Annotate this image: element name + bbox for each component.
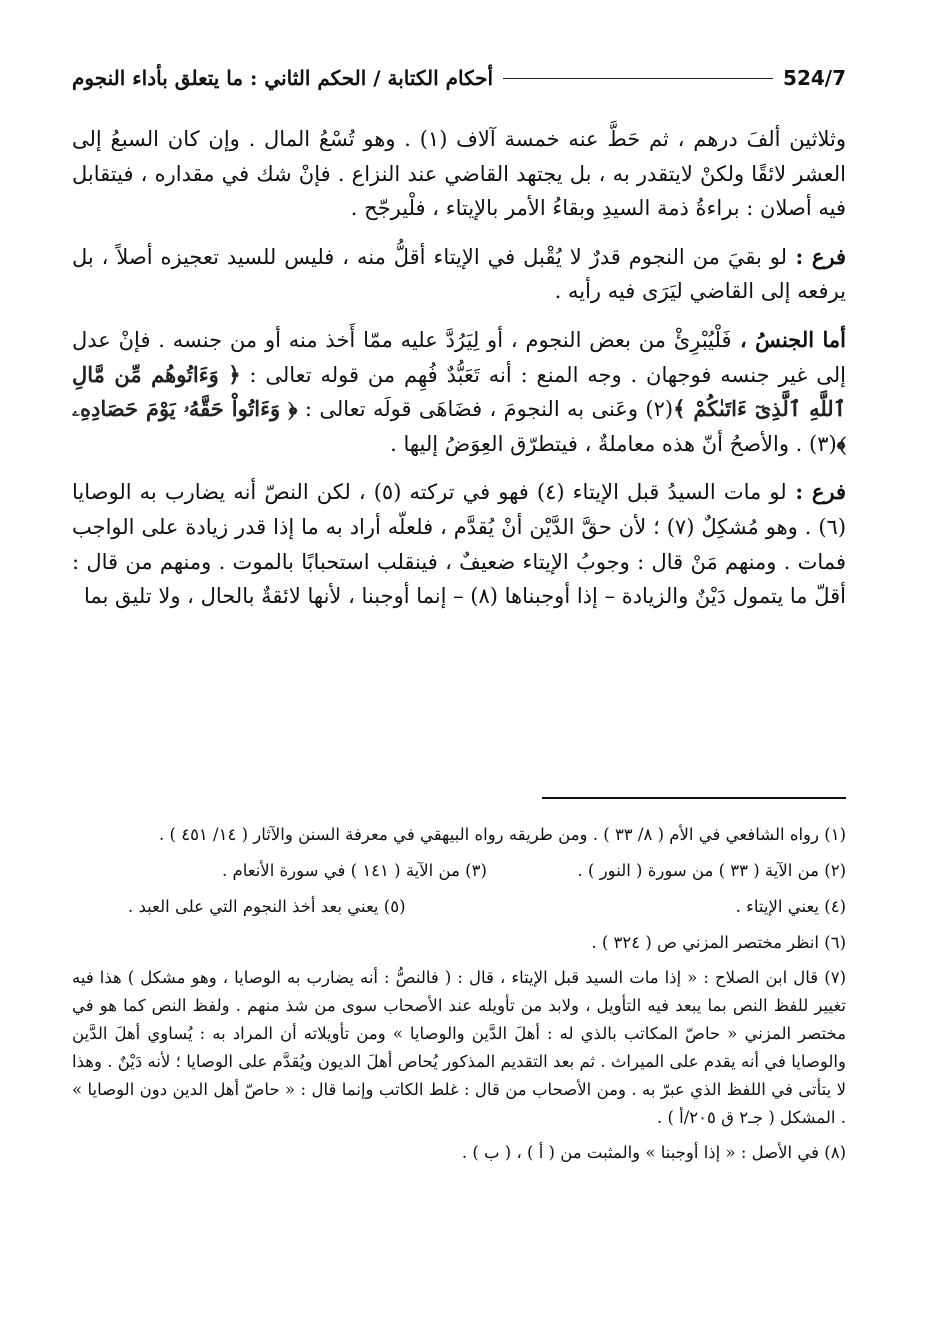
footnote: (٧) قال ابن الصلاح : « إذا مات السيد قبل الإيتاء ، قال : ( فالنصُّ : أنه يضارب به الوصايا ، وهو مشكل ) هذا فيه تغيير للفظ النص بما يبعد فيه التأويل ، ولابد من تأويله عند الأصحاب سوى من شذ منهم . ولفظ النص كما هو في مختصر المزني « حاصّ المكاتب بالذي له : أهلَ الدَّين والوصايا » ومن تأويلاته أن المراد به : يُساوي أهلَ الدَّين والوصايا في أنه يقدم على الميراث . ثم بعد التقديم المذكور يُحاص أهلَ الديون ويُقدَّم على الوصايا ؛ لأنه دَيْنٌ . وهذا لا يتأتى في اللفظ الذي عبرّ به . ومن الأصحاب من قال : غلط الكاتب وإنما قال : « حاصّ أهل الدين دون الوصايا » . المشكل ( جـ٢ ق ٢٠٥/أ ) . <box>72 968 846 1127</box>
paragraph <box>72 475 846 613</box>
paragraph-text: (٣) . والأصحُ أنّ هذه معاملةٌ ، فيتطرّق العِوَضُ إليها . <box>390 431 837 456</box>
footnote: (٣) من الآية ( ١٤١ ) في سورة الأنعام . <box>222 861 487 880</box>
paragraph-text: (٢) وعَنى به النجومَ ، فضَاهَى قولَه تعالى : <box>304 397 674 422</box>
footnote: (٥) يعني بعد أخذ النجوم التي على العبد . <box>128 897 406 916</box>
paragraph-lead: فرع : <box>786 243 846 269</box>
footnotes <box>72 820 846 1174</box>
running-header <box>72 62 846 94</box>
quran-verse: ﴿ وَءَاتُوهُم مِّن مَّالِ ٱللَّهِ ٱلَّذِىٓ ءَاتَىٰكُمْ ﴾ <box>72 361 846 422</box>
paragraph <box>72 323 846 461</box>
footnote-separator <box>542 797 846 799</box>
running-title: أحكام الكتابة / الحكم الثاني : ما يتعلق بأداء النجوم <box>72 66 494 90</box>
paragraph-text: فَلْيُبْرِئْ من بعض النجوم ، أو لِيَرُدَّ عليه ممّا أَخذ منه أو من جنسه . فإنْ عدل إلى غير جنسه فوجهان . وجه المنع : أنه تَعَبُّدٌ فُهِم من قوله تعالى : <box>72 327 846 387</box>
header-rule <box>503 78 773 79</box>
footnote: (١) رواه الشافعي في الأم ( ٨/ ٣٣ ) . ومن طريقه رواه البيهقي في معرفة السنن والآثار ( ١٤/ ٤٥١ ) . <box>159 825 846 844</box>
quran-verse: ﴿ وَءَاتُواْ حَقَّهُۥ يَوْمَ حَصَادِهِۦ ﴾ <box>72 396 846 456</box>
paragraph-text: لو مات السيدُ قبل الإيتاء (٤) فهو في تركته (٥) ، لكن النصّ أنه يضارب به الوصايا (٦) . وهو مُشكِلٌ (٧) ؛ لأن حقَّ الدَّيْن أنْ يُقدَّم ، فلعلّه أراد به ما إذا قدر زيادة على الواجب فمات . ومنهم مَنْ قال : وجوبُ الإيتاء ضعيفٌ ، فينقلب استحبابًا بالموت . ومنهم من قال : أقلّ ما يتمول دَيْنٌ والزيادة – إذا أوجبناها (٨) – إنما أوجبنا ، لأنها لائقةٌ بالحال ، ولا تليق بما <box>72 480 847 609</box>
paragraph-text: لو بقيَ من النجوم قدرٌ لا يُقْبل في الإيتاء أقلُّ منه ، فليس للسيد تعجيزه أصلاً ، بل يرفعه إلى القاضي ليَرَى فيه رأيه . <box>72 244 846 304</box>
footnote-row <box>72 856 846 886</box>
footnote: (٦) انظر مختصر المزني ص ( ٣٢٤ ) . <box>591 933 846 952</box>
page-number: 524/7 <box>783 66 846 90</box>
footnote: (٢) من الآية ( ٣٣ ) من سورة ( النور ) . <box>577 861 846 880</box>
paragraph-lead: فرع : <box>786 479 847 505</box>
footnote: (٤) يعني الإيتاء . <box>735 897 846 916</box>
paragraph <box>72 122 846 226</box>
paragraph-text: وثلاثين ألفَ درهم ، ثم حَطَّ عنه خمسة آلاف (١) . وهو تُسْعُ المال . وإن كان السبعُ إلى العشر لائقًا ولكنْ لايتقدر به ، بل يجتهد القاضي عند النزاع . فإنْ شك في مقداره ، فيتقابل فيه أصلان : براءةُ ذمة السيدِ وبقاءُ الأمر بالإيتاء ، فلْيرجّح . <box>72 127 846 221</box>
footnote-row <box>72 892 846 922</box>
footnote: (٨) في الأصل : « إذا أوجبنا » والمثبت من ( أ ) ، ( ب ) . <box>461 1143 846 1162</box>
paragraph-lead: أما الجنسُ ، <box>731 326 847 352</box>
main-text <box>72 122 846 628</box>
paragraph <box>72 240 846 309</box>
